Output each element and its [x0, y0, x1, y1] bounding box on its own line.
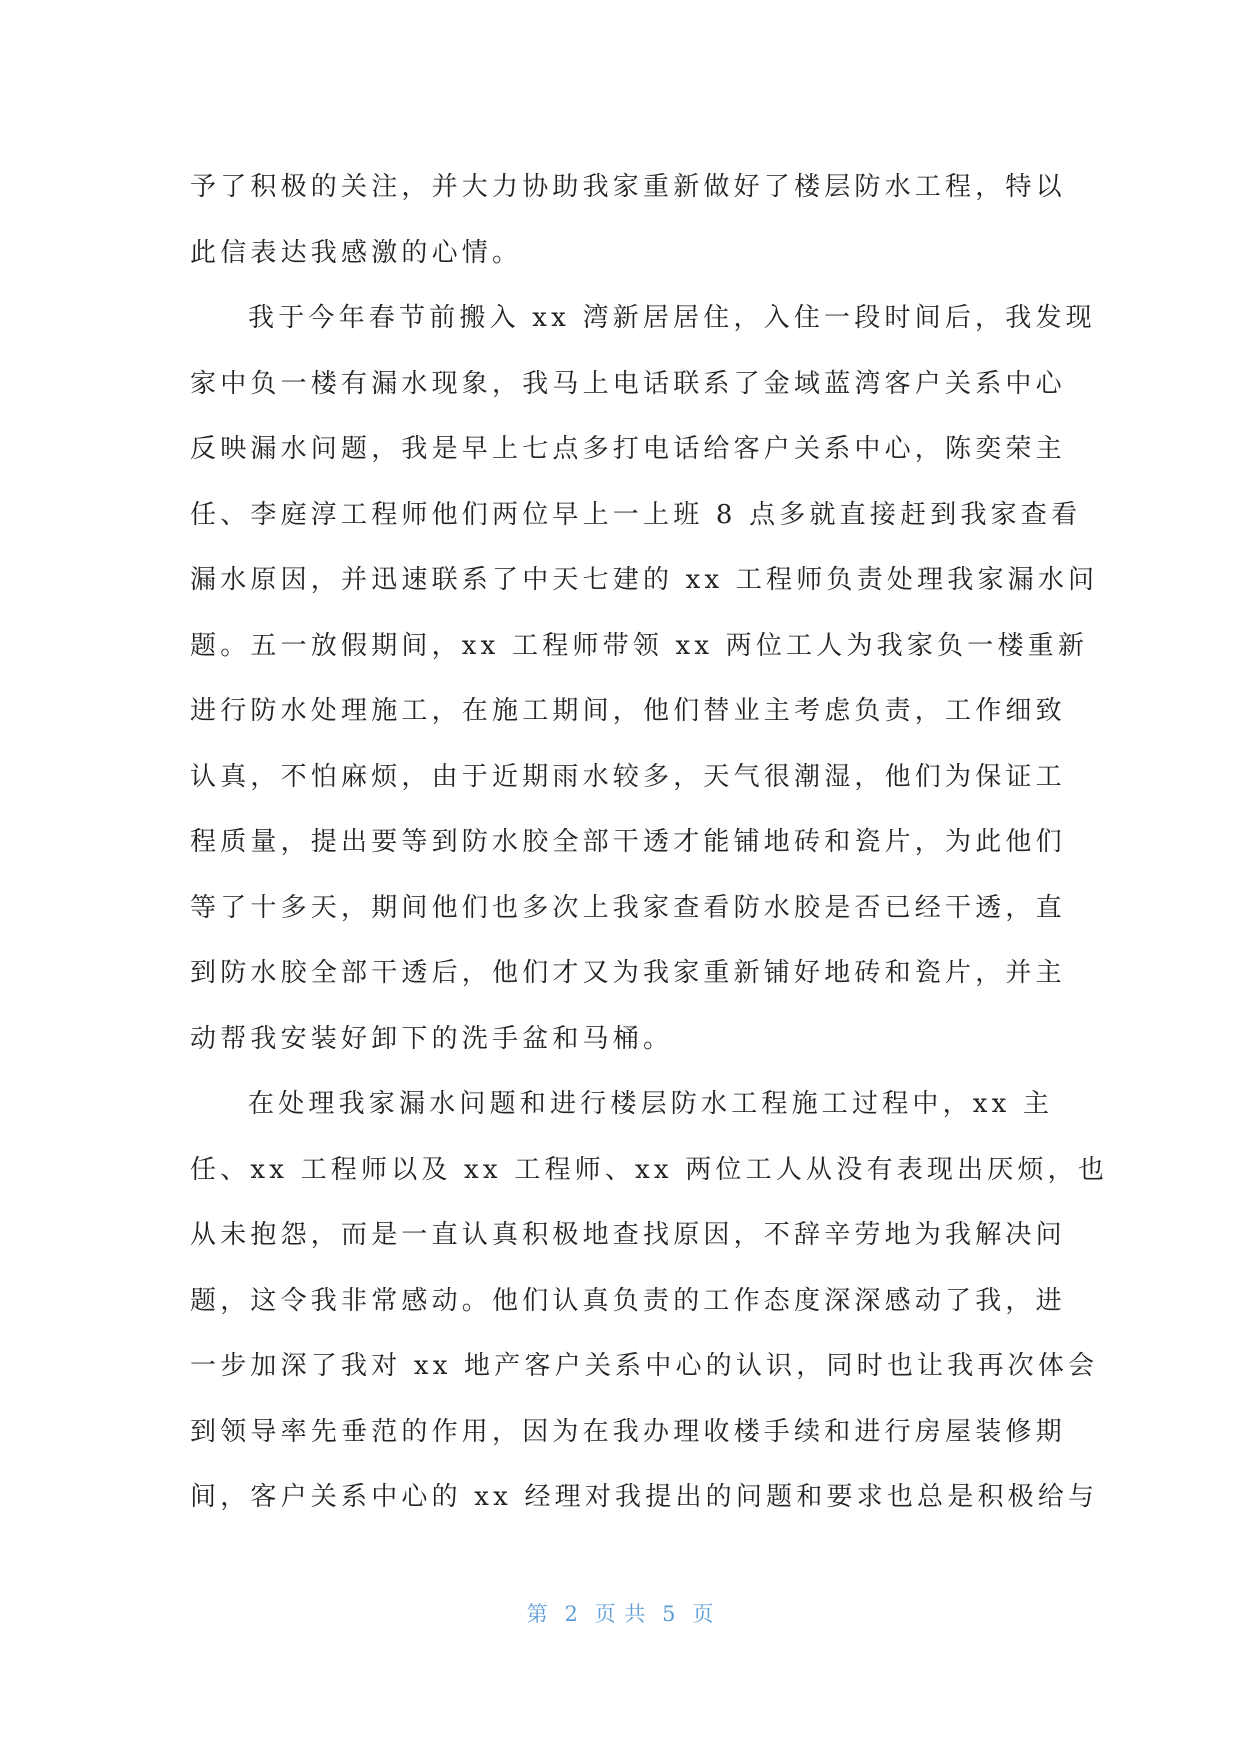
text-line: 到领导率先垂范的作用，因为在我办理收楼手续和进行房屋装修期 — [190, 1416, 1066, 1447]
footer-prefix: 第 — [526, 1602, 549, 1626]
text-line: 我于今年春节前搬入 xx 湾新居居住，入住一段时间后，我发现 — [248, 303, 1096, 333]
total-pages-number: 5 — [662, 1602, 677, 1626]
text-line: 此信表达我感激的心情。 — [190, 237, 523, 268]
text-line: 在处理我家漏水问题和进行楼层防水工程施工过程中，xx 主 — [248, 1089, 1054, 1119]
text-line: 予了积极的关注，并大力协助我家重新做好了楼层防水工程，特以 — [190, 172, 1066, 202]
text-line: 漏水原因，并迅速联系了中天七建的 xx 工程师负责处理我家漏水问 — [190, 565, 1099, 595]
paragraph-p2 — [190, 286, 1099, 1072]
page-footer — [0, 1598, 1241, 1628]
text-line: 家中负一楼有漏水现象，我马上电话联系了金域蓝湾客户关系中心 — [190, 368, 1066, 399]
current-page-number: 2 — [564, 1602, 579, 1626]
text-line: 程质量，提出要等到防水胶全部干透才能铺地砖和瓷片，为此他们 — [190, 827, 1066, 857]
paragraph-p1 — [190, 155, 1066, 286]
text-line: 反映漏水问题，我是早上七点多打电话给客户关系中心，陈奕荣主 — [190, 434, 1066, 464]
footer-suffix: 页 — [692, 1602, 715, 1626]
text-line: 任、李庭淳工程师他们两位早上一上班 8 点多就直接赶到我家查看 — [190, 499, 1082, 530]
text-line: 题。五一放假期间，xx 工程师带领 xx 两位工人为我家负一楼重新 — [190, 630, 1089, 661]
text-line: 一步加深了我对 xx 地产客户关系中心的认识，同时也让我再次体会 — [190, 1351, 1099, 1381]
text-line: 间，客户关系中心的 xx 经理对我提出的问题和要求也总是积极给与 — [190, 1482, 1099, 1512]
text-line: 进行防水处理施工，在施工期间，他们替业主考虑负责，工作细致 — [190, 696, 1066, 726]
text-line: 到防水胶全部干透后，他们才又为我家重新铺好地砖和瓷片，并主 — [190, 958, 1066, 988]
document-body — [190, 155, 1109, 1531]
text-line: 从未抱怨，而是一直认真积极地查找原因，不辞辛劳地为我解决问 — [190, 1220, 1066, 1250]
text-line: 任、xx 工程师以及 xx 工程师、xx 两位工人从没有表现出厌烦，也 — [190, 1154, 1109, 1185]
text-line: 认真，不怕麻烦，由于近期雨水较多，天气很潮湿，他们为保证工 — [190, 761, 1066, 792]
text-line: 题，这令我非常感动。他们认真负责的工作态度深深感动了我，进 — [190, 1285, 1066, 1316]
text-line: 动帮我安装好卸下的洗手盆和马桶。 — [190, 1023, 674, 1054]
text-line: 等了十多天，期间他们也多次上我家查看防水胶是否已经干透，直 — [190, 892, 1066, 923]
footer-middle: 页 共 — [594, 1602, 647, 1626]
paragraph-p3 — [190, 1072, 1109, 1531]
